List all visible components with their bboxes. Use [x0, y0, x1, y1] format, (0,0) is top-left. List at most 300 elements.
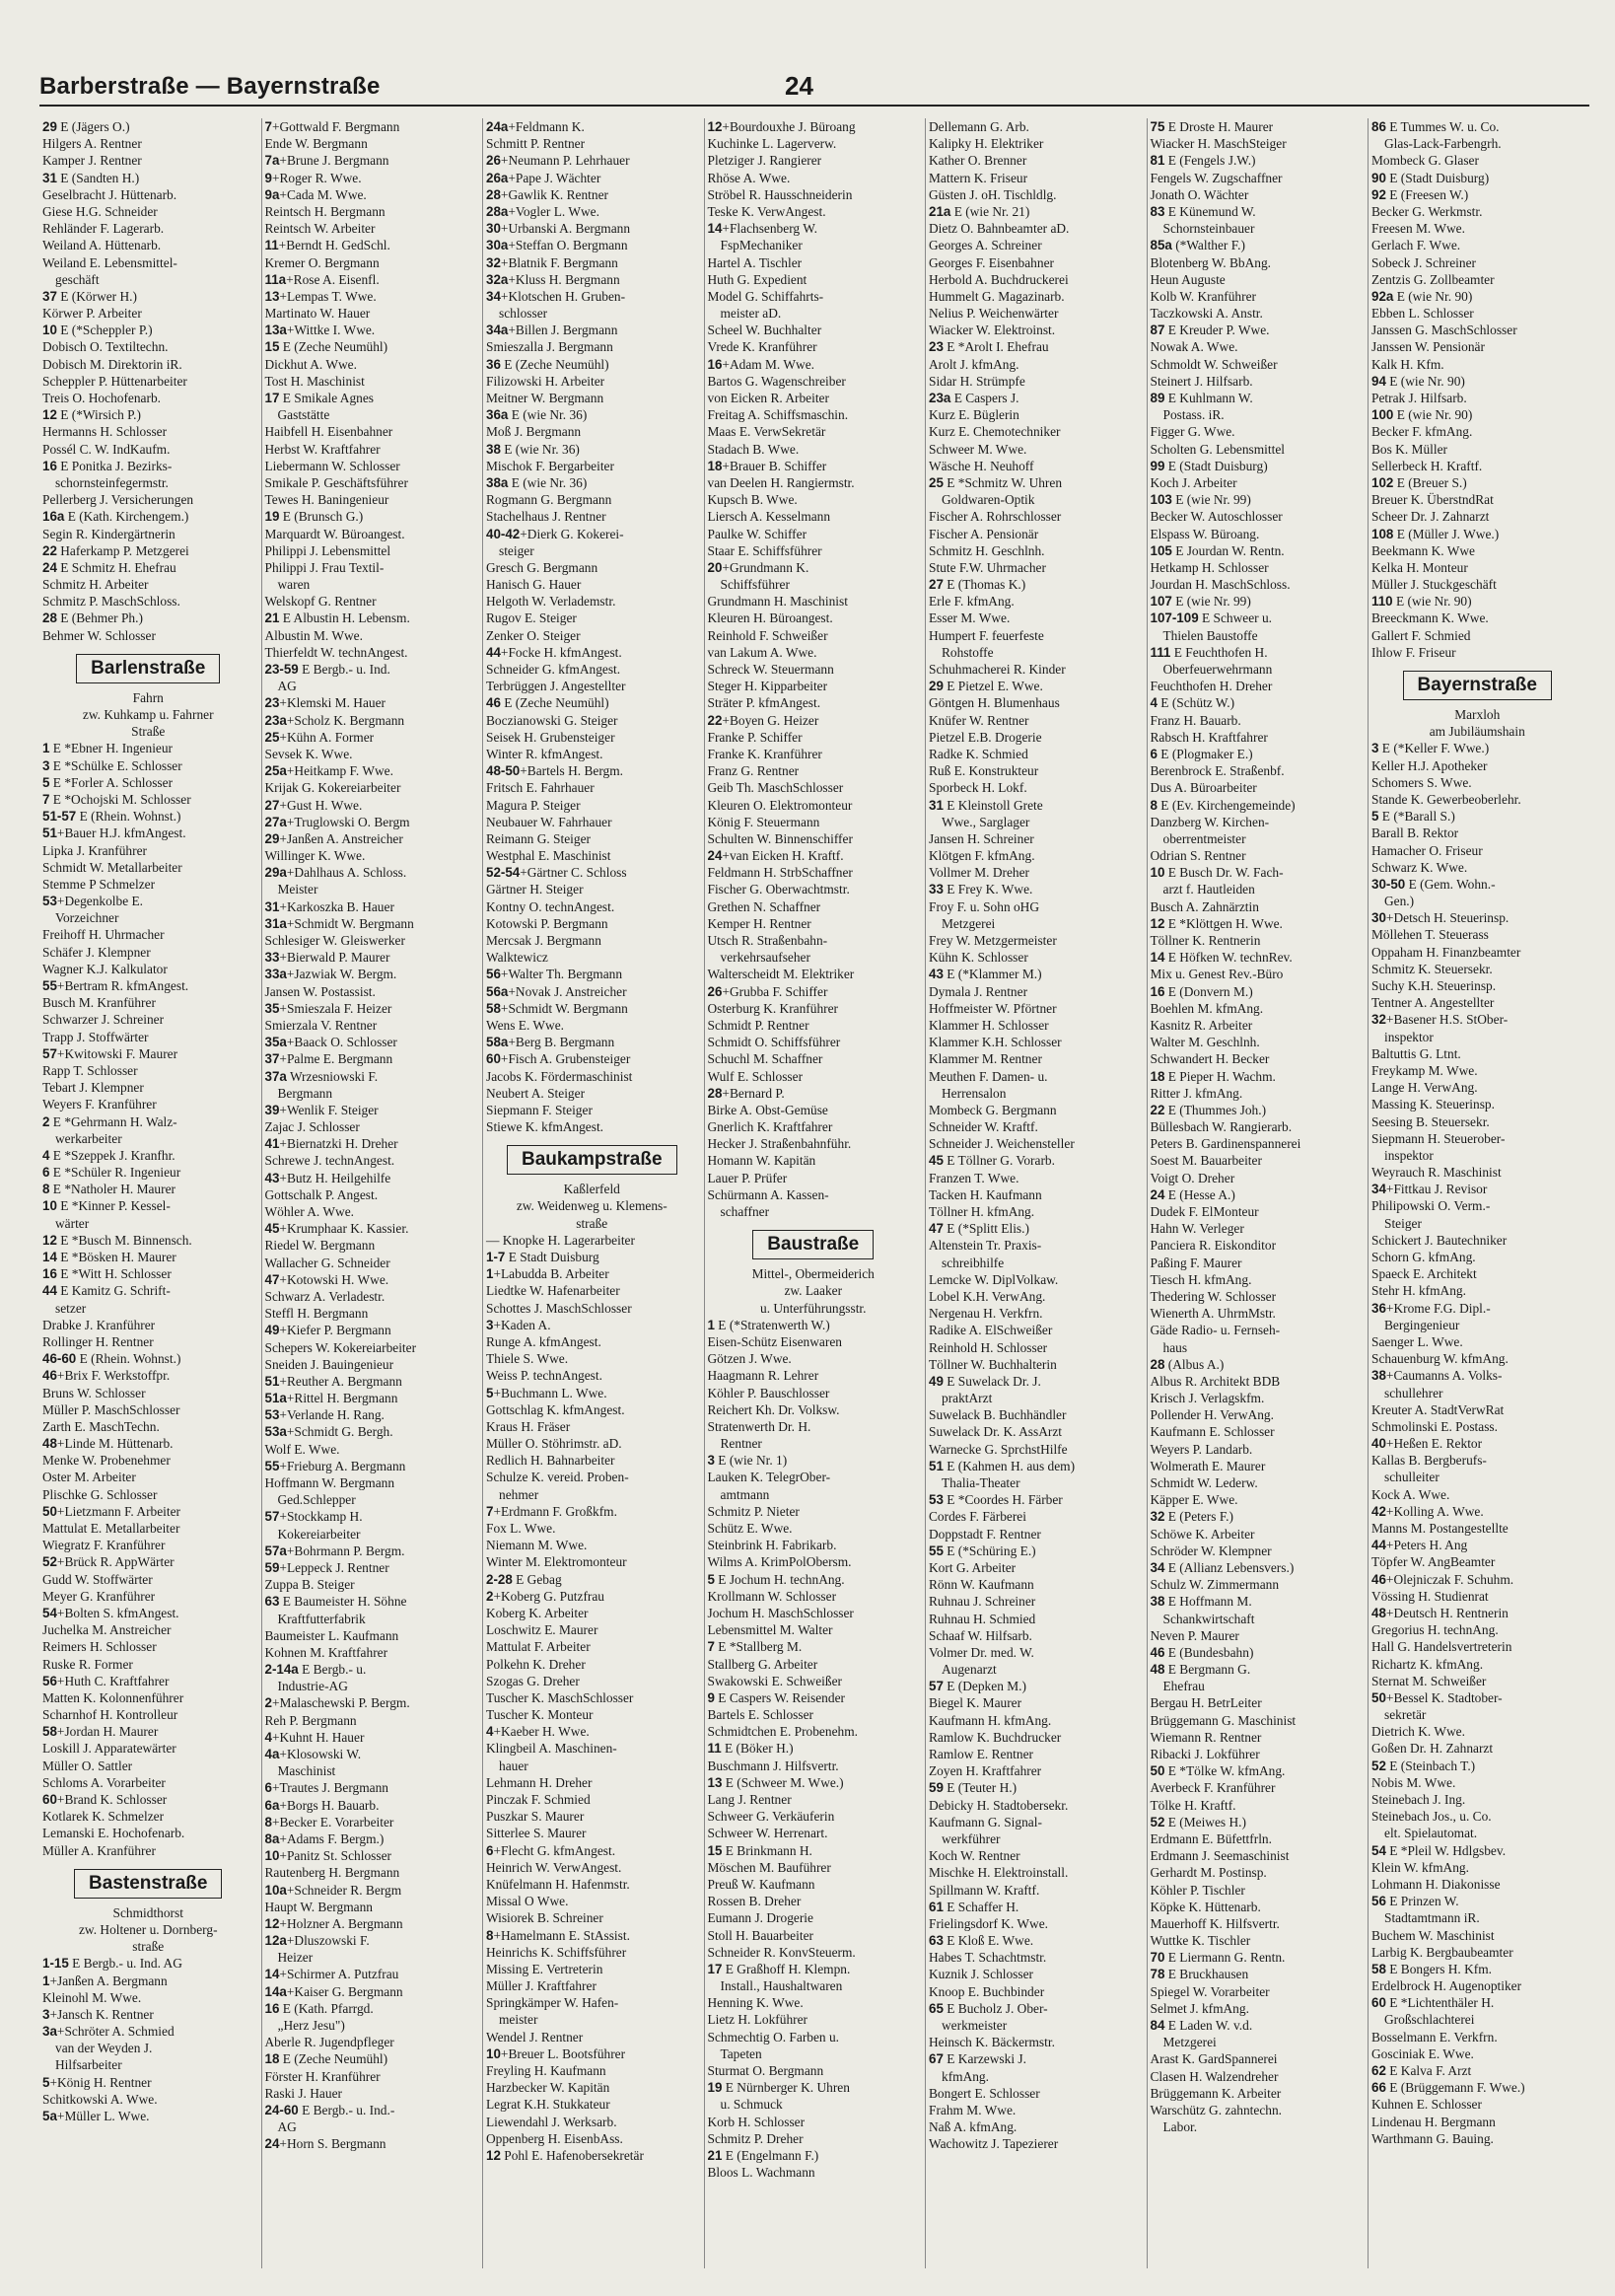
resident-entry: Schöwe K. Arbeiter — [1150, 1526, 1255, 1542]
resident-entry: 108 E (Müller J. Wwe.) — [1371, 526, 1500, 541]
resident-entry: 56a+Novak J. Anstreicher — [486, 983, 627, 999]
house-number: 52-54 — [486, 865, 521, 881]
resident-entry: 37+Palme E. Bergmann — [264, 1051, 393, 1067]
house-number: 48 — [1150, 1662, 1165, 1678]
house-number: 60 — [1371, 1995, 1386, 2011]
resident-entry: Schmitz P. Dreher — [707, 2130, 804, 2146]
resident-entry: Sturmat O. Bergmann — [707, 2063, 824, 2078]
resident-entry: 28a+Vogler L. Wwe. — [486, 203, 599, 219]
resident-entry: 23a E Caspers J. — [929, 391, 1019, 405]
resident-entry: 12a+Dluszowski F. — [264, 1933, 370, 1949]
resident-entry: Schwarzer J. Schreiner — [42, 1012, 165, 1028]
resident-entry: 16 E *Witt H. Schlosser — [42, 1266, 172, 1282]
house-number: 6 — [1150, 746, 1158, 761]
resident-entry: 32a+Kluss H. Bergmann — [486, 271, 620, 287]
resident-entry: König F. Steuermann — [707, 814, 820, 829]
resident-entry: Liedtke W. Hafenarbeiter — [486, 1283, 620, 1299]
entry-continuation: werkmeister — [942, 2018, 1008, 2033]
resident-entry: 7 E *Stallberg M. — [707, 1639, 803, 1655]
resident-entry: Harzbecker W. Kapitän — [486, 2080, 610, 2096]
resident-entry: Müller O. Sattler — [42, 1758, 133, 1773]
resident-entry: Reinhold F. Schweißer — [707, 627, 828, 643]
street-heading — [39, 1869, 257, 1899]
resident-entry: 24+Horn S. Bergmann — [264, 2136, 386, 2152]
resident-entry: Arast K. GardSpannerei — [1150, 2051, 1278, 2067]
resident-entry: 10+Panitz St. Schlosser — [264, 1848, 391, 1864]
house-number: 38 — [1150, 1594, 1165, 1610]
resident-entry: Schmidt P. Rentner — [707, 1017, 809, 1033]
resident-entry: Selmet J. kfmAng. — [1150, 2000, 1249, 2016]
resident-entry: Dudek F. ElMonteur — [1150, 1204, 1259, 1219]
resident-entry: Schreck W. Steuermann — [707, 662, 834, 677]
entry-continuation: Goldwaren-Optik — [942, 492, 1035, 508]
resident-entry: Zuppa B. Steiger — [264, 1577, 355, 1593]
house-number: 3 — [486, 1317, 494, 1332]
resident-entry: 34+Klotschen H. Gruben- — [486, 288, 626, 304]
house-number: 111 — [1150, 644, 1171, 660]
resident-entry: Dymala J. Rentner — [929, 983, 1028, 999]
house-number: 12 — [264, 1915, 280, 1931]
resident-entry: 52 E (Meiwes H.) — [1150, 1814, 1246, 1830]
resident-entry: 52-54+Gärtner C. Schloss — [486, 865, 627, 881]
resident-entry: Becker F. kfmAng. — [1371, 424, 1473, 440]
resident-entry: Smikale P. Geschäftsführer — [264, 474, 408, 490]
resident-entry: Philipowski O. Verm.- — [1371, 1198, 1491, 1214]
resident-entry: Feldmann H. StrbSchaffner — [707, 865, 853, 881]
resident-entry: Schrewe J. technAngest. — [264, 1153, 395, 1169]
resident-entry: Krollmann W. Schlosser — [707, 1588, 837, 1604]
entry-continuation: meister — [499, 2012, 538, 2028]
resident-entry: Hanisch G. Hauer — [486, 577, 582, 593]
resident-entry: Rossen B. Dreher — [707, 1894, 802, 1909]
house-number: 31 — [929, 797, 944, 813]
resident-entry: Figger G. Wwe. — [1150, 424, 1235, 440]
entry-continuation: Bergmann — [277, 1085, 333, 1101]
house-number: 8 — [1150, 797, 1158, 813]
resident-entry: Schmidt W. Metallarbeiter — [42, 859, 182, 875]
house-number: 62 — [1371, 2063, 1386, 2078]
resident-entry: 29a+Dahlhaus A. Schloss. — [264, 865, 407, 881]
entry-continuation: elt. Spielautomat. — [1384, 1826, 1478, 1841]
resident-entry: 17 E Graßhoff H. Klempn. — [707, 1961, 851, 1976]
resident-entry: 22+Boyen G. Heizer — [707, 712, 819, 728]
resident-entry: Walter M. Geschlnh. — [1150, 1035, 1260, 1050]
resident-entry: Kalipky H. Elektriker — [929, 136, 1044, 152]
house-number: 12 — [42, 1232, 57, 1248]
house-number: 89 — [1150, 391, 1165, 405]
resident-entry: Arolt J. kfmAng. — [929, 356, 1019, 372]
resident-entry: Kurz E. Büglerin — [929, 407, 1019, 423]
resident-entry: Kuhnen E. Schlosser — [1371, 2097, 1482, 2113]
resident-entry: Gärtner H. Steiger — [486, 882, 584, 897]
entry-continuation: Labor. — [1162, 2119, 1198, 2135]
resident-entry: Riedel W. Bergmann — [264, 1238, 376, 1254]
resident-entry: 102 E (Breuer S.) — [1371, 474, 1467, 490]
resident-entry: Kasnitz R. Arbeiter — [1150, 1017, 1253, 1033]
entry-continuation: Rohstoffe — [942, 644, 994, 660]
house-number: 57 — [929, 1679, 944, 1694]
house-number: 67 — [929, 2051, 944, 2067]
house-number: 55 — [264, 1458, 280, 1473]
house-number: 52 — [42, 1554, 57, 1570]
resident-entry: 48 E Bergmann G. — [1150, 1662, 1251, 1678]
resident-entry: 12 E *Klöttgen H. Wwe. — [1150, 915, 1283, 931]
house-number: 85a — [1150, 238, 1172, 253]
resident-entry: Reimann G. Steiger — [486, 830, 591, 846]
resident-entry: Keller H.J. Apotheker — [1371, 757, 1488, 773]
house-number: 5 — [707, 1571, 715, 1587]
house-number: 22 — [707, 712, 723, 728]
resident-entry: Sternat M. Schweißer — [1371, 1673, 1487, 1688]
resident-entry: 34+Fittkau J. Revisor — [1371, 1182, 1488, 1197]
house-number: 34 — [1150, 1559, 1165, 1575]
resident-entry: Neubauer W. Fahrhauer — [486, 814, 612, 829]
resident-entry: Kuznik J. Schlosser — [929, 1967, 1034, 1982]
resident-entry: Schmitz H. Geschlnh. — [929, 542, 1045, 558]
resident-entry: Terbrüggen J. Angestellter — [486, 679, 626, 694]
house-number: 50 — [1371, 1689, 1386, 1705]
house-number: 49 — [929, 1373, 944, 1389]
resident-entry: Breeckmann K. Wwe. — [1371, 610, 1489, 626]
entry-continuation: praktArzt — [942, 1391, 993, 1406]
resident-entry: 46+Olejniczak F. Schuhm. — [1371, 1571, 1514, 1587]
house-number: 8 — [42, 1182, 50, 1197]
resident-entry: Vrede K. Kranführer — [707, 339, 817, 355]
resident-entry: Schäfer J. Klempner — [42, 944, 151, 960]
resident-entry: 38 E Hoffmann M. — [1150, 1594, 1252, 1610]
house-number: 7 — [42, 791, 50, 807]
resident-entry: Frahm M. Wwe. — [929, 2102, 1017, 2117]
resident-entry: Schweer W. Herrenart. — [707, 1826, 828, 1841]
resident-entry: Rabsch H. Kraftfahrer — [1150, 729, 1268, 745]
resident-entry: Geselbracht J. Hüttenarb. — [42, 186, 177, 202]
house-number: 52 — [1371, 1758, 1386, 1773]
resident-entry: Schröder W. Klempner — [1150, 1543, 1272, 1558]
resident-entry: 85a (*Walther F.) — [1150, 238, 1245, 253]
house-number: 107 — [1150, 594, 1172, 610]
house-number: 49 — [264, 1323, 280, 1338]
resident-entry: 46-60 E (Rhein. Wohnst.) — [42, 1351, 181, 1367]
resident-entry: 8+Becker E. Vorarbeiter — [264, 1814, 394, 1830]
resident-entry: Helgoth W. Verlademstr. — [486, 594, 616, 610]
house-number: 32 — [1371, 1012, 1386, 1028]
house-number: 23a — [264, 712, 287, 728]
resident-entry: 10 E Busch Dr. W. Fach- — [1150, 865, 1284, 881]
house-number: 94 — [1371, 373, 1386, 389]
resident-entry: 53+Degenkolbe E. — [42, 894, 144, 909]
resident-entry: Töpfer W. AngBeamter — [1371, 1554, 1496, 1570]
resident-entry: Göntgen H. Blumenhaus — [929, 695, 1060, 711]
resident-entry: 58+Jordan H. Maurer — [42, 1724, 159, 1740]
street-heading — [705, 1230, 923, 1259]
resident-entry: Zenker O. Steiger — [486, 627, 581, 643]
house-number: 19 — [707, 2080, 723, 2096]
resident-entry: Segin R. Kindergärtnerin — [42, 526, 176, 541]
resident-entry: Töllner H. kfmAng. — [929, 1204, 1035, 1219]
street-subheading: zw. Laaker — [784, 1283, 843, 1299]
resident-entry: Knoop E. Buchbinder — [929, 1983, 1045, 1999]
resident-entry: Kemper H. Rentner — [707, 915, 811, 931]
resident-entry: Trapp J. Stoffwärter — [42, 1029, 149, 1044]
resident-entry: Busch M. Kranführer — [42, 995, 156, 1011]
resident-entry: 24-60 E Bergb.- u. Ind.- — [264, 2102, 395, 2117]
resident-entry: Klingbeil A. Maschinen- — [486, 1741, 617, 1757]
resident-entry: Wendel J. Rentner — [486, 2029, 584, 2045]
resident-entry: Spaeck E. Architekt — [1371, 1266, 1477, 1282]
resident-entry: Stiewe K. kfmAngest. — [486, 1119, 604, 1135]
resident-entry: Lemcke W. DiplVolkaw. — [929, 1271, 1059, 1287]
resident-entry: Tuscher K. MaschSchlosser — [486, 1689, 634, 1705]
entry-continuation: werkführer — [942, 1830, 1001, 1846]
resident-entry: 4 E *Szeppek J. Kranfhr. — [42, 1147, 176, 1163]
resident-entry: Freihoff H. Uhrmacher — [42, 927, 165, 943]
resident-entry: 30+Detsch H. Steuerinsp. — [1371, 910, 1510, 926]
house-number: 16 — [264, 2000, 280, 2016]
resident-entry: Schitkowski A. Wwe. — [42, 2091, 158, 2107]
resident-entry: Schneider W. Kraftf. — [929, 1119, 1038, 1135]
resident-entry: Gerhardt M. Postinsp. — [1150, 1865, 1267, 1881]
resident-entry: Welskopf G. Rentner — [264, 594, 377, 610]
resident-entry: 50+Bessel K. Stadtober- — [1371, 1689, 1503, 1705]
resident-entry: Homann W. Kapitän — [707, 1153, 816, 1169]
resident-entry: Mischke H. Elektroinstall. — [929, 1865, 1069, 1881]
resident-entry: Kolb W. Kranführer — [1150, 288, 1256, 304]
house-number: 8 — [486, 1927, 494, 1943]
resident-entry: Tentner A. Angestellter — [1371, 995, 1495, 1011]
resident-entry: Schulz W. Zimmermann — [1150, 1577, 1280, 1593]
resident-entry: 59+Leppeck J. Rentner — [264, 1559, 389, 1575]
resident-entry: Eisen-Schütz Eisenwaren — [707, 1333, 842, 1349]
house-number: 70 — [1150, 1950, 1165, 1966]
entry-continuation: AG — [277, 679, 297, 694]
resident-entry: Hummelt G. Magazinarb. — [929, 288, 1065, 304]
house-number: 15 — [264, 339, 280, 355]
house-number: 18 — [264, 2051, 280, 2067]
resident-entry: 110 E (wie Nr. 90) — [1371, 594, 1472, 610]
resident-entry: Lang J. Rentner — [707, 1792, 792, 1807]
resident-entry: Gudd W. Stoffwärter — [42, 1571, 153, 1587]
resident-entry: 55+Frieburg A. Bergmann — [264, 1458, 406, 1473]
resident-entry: Vollmer M. Dreher — [929, 865, 1030, 881]
resident-entry: 12+Bourdouxhe J. Büroang — [707, 119, 856, 134]
resident-entry: 107-109 E Schweer u. — [1150, 610, 1273, 626]
resident-entry: Boczianowski G. Steiger — [486, 712, 618, 728]
resident-entry: Lehmann H. Dreher — [486, 1774, 593, 1790]
resident-entry: Wolmerath E. Maurer — [1150, 1458, 1266, 1473]
resident-entry: Voigt O. Dreher — [1150, 1170, 1235, 1185]
resident-entry: 16 E Ponitka J. Bezirks- — [42, 458, 173, 473]
house-number: 21a — [929, 203, 951, 219]
resident-entry: Odrian S. Rentner — [1150, 848, 1246, 864]
entry-continuation: waren — [277, 577, 311, 593]
resident-entry: 25+Kühn A. Former — [264, 729, 375, 745]
resident-entry: Mattern K. Friseur — [929, 170, 1028, 185]
resident-entry: 8 E *Natholer H. Maurer — [42, 1182, 176, 1197]
resident-entry: 31 E Kleinstoll Grete — [929, 797, 1043, 813]
resident-entry: Kaufmann E. Schlosser — [1150, 1424, 1275, 1440]
resident-entry: 7+Erdmann F. Großkfm. — [486, 1503, 617, 1519]
resident-entry: 54 E *Pleil W. Hdlgsbev. — [1371, 1842, 1507, 1858]
resident-entry: 44 E Kamitz G. Schrift- — [42, 1283, 171, 1299]
resident-entry: Kaufmann G. Signal- — [929, 1814, 1042, 1830]
house-number: 12a — [264, 1933, 287, 1949]
entry-continuation: „Herz Jesu") — [277, 2018, 345, 2033]
resident-entry: 13+Lempas T. Wwe. — [264, 288, 377, 304]
house-number: 18 — [707, 458, 723, 473]
resident-entry: Heinrichs K. Schiffsführer — [486, 1944, 627, 1960]
resident-entry: Schauenburg W. kfmAng. — [1371, 1351, 1509, 1367]
resident-entry: Steinert J. Hilfsarb. — [1150, 373, 1253, 389]
resident-entry: Freykamp M. Wwe. — [1371, 1062, 1478, 1078]
house-number: 40 — [1371, 1436, 1386, 1452]
house-number: 10a — [264, 1882, 287, 1898]
resident-entry: Jansen W. Postassist. — [264, 983, 376, 999]
resident-entry: Dietrich K. Wwe. — [1371, 1724, 1465, 1740]
house-number: 28 — [707, 1085, 723, 1101]
resident-entry: Brüggemann G. Maschinist — [1150, 1712, 1297, 1728]
resident-entry: Knüfer W. Rentner — [929, 712, 1029, 728]
resident-entry: 4 E (Schütz W.) — [1150, 695, 1235, 711]
entry-continuation: Oberfeuerwehrmann — [1162, 662, 1273, 677]
entry-continuation: Wwe., Sarglager — [942, 814, 1030, 829]
resident-entry: Pietzel E.B. Drogerie — [929, 729, 1042, 745]
resident-entry: Hecker J. Straßenbahnführ. — [707, 1136, 852, 1152]
entry-continuation: Meister — [277, 882, 318, 897]
house-number: 90 — [1371, 170, 1386, 185]
resident-entry: Mercsak J. Bergmann — [486, 933, 601, 948]
resident-entry: Stratenwerth Dr. H. — [707, 1418, 811, 1434]
house-number: 22 — [42, 542, 57, 558]
resident-entry: Stehr H. kfmAng. — [1371, 1283, 1466, 1299]
resident-entry: Legrat K.H. Stukkateur — [486, 2097, 610, 2113]
resident-entry: 21 E (Engelmann F.) — [707, 2147, 819, 2163]
resident-entry: 81 E (Fengels J.W.) — [1150, 153, 1256, 169]
house-number: 50 — [1150, 1763, 1165, 1779]
resident-entry: 51+Bauer H.J. kfmAngest. — [42, 825, 186, 841]
resident-entry: Naß A. kfmAng. — [929, 2119, 1018, 2135]
resident-entry: 28+Bernard P. — [707, 1085, 785, 1101]
street-heading — [39, 654, 257, 683]
resident-entry: Müller J. Kraftfahrer — [486, 1978, 597, 1994]
resident-entry: 12 E *Busch M. Binnensch. — [42, 1232, 192, 1248]
street-subheading: zw. Weidenweg u. Klemens- — [516, 1198, 667, 1214]
resident-entry: Lipka J. Kranführer — [42, 842, 147, 858]
house-number: 30-50 — [1371, 876, 1406, 892]
resident-entry: 47 E (*Splitt Elis.) — [929, 1221, 1029, 1237]
resident-entry: 27a+Truglowski O. Bergm — [264, 814, 410, 829]
entry-continuation: AG — [277, 2119, 297, 2135]
directory-column — [261, 118, 480, 2268]
resident-entry: 8 E (Ev. Kirchengemeinde) — [1150, 797, 1296, 813]
resident-entry: Scharnhof H. Kontrolleur — [42, 1707, 178, 1723]
entry-continuation: hauer — [499, 1758, 528, 1773]
resident-entry: Panciera R. Eiskonditor — [1150, 1238, 1277, 1254]
resident-entry: 27+Gust H. Wwe. — [264, 797, 363, 813]
resident-entry: Lobel K.H. VerwAng. — [929, 1288, 1046, 1304]
resident-entry: 87 E Kreuder P. Wwe. — [1150, 323, 1270, 338]
resident-entry: 4a+Klosowski W. — [264, 1747, 362, 1761]
house-number: 19 — [264, 509, 280, 525]
house-number: 2-28 — [486, 1571, 513, 1587]
house-number: 50 — [42, 1503, 57, 1519]
resident-entry: 13a+Wittke I. Wwe. — [264, 323, 376, 338]
house-number: 4 — [264, 1729, 272, 1745]
resident-entry: Erdmann E. Büfettfrln. — [1150, 1830, 1272, 1846]
resident-entry: Boehlen M. kfmAng. — [1150, 1000, 1264, 1016]
resident-entry: 6 E *Schüler R. Ingenieur — [42, 1165, 181, 1181]
entry-continuation: Metzgerei — [942, 915, 996, 931]
resident-entry: Wolf E. Wwe. — [264, 1441, 340, 1457]
resident-entry: Missing E. Vertreterin — [486, 1961, 603, 1976]
resident-entry: Birke A. Obst-Gemüse — [707, 1102, 828, 1117]
resident-entry: Ströbel R. Hausschneiderin — [707, 186, 853, 202]
resident-entry: Kontny O. technAngest. — [486, 898, 615, 914]
resident-entry: Jonath O. Wächter — [1150, 186, 1249, 202]
resident-entry: Mix u. Genest Rev.-Büro — [1150, 967, 1284, 982]
resident-entry: Schorn G. kfmAng. — [1371, 1250, 1476, 1264]
resident-entry: Schmitz P. MaschSchloss. — [42, 594, 180, 610]
house-number: 25 — [264, 729, 280, 745]
resident-entry: Wäsche H. Neuhoff — [929, 458, 1034, 473]
resident-entry: Habes T. Schachtmstr. — [929, 1950, 1047, 1966]
directory-column — [482, 118, 701, 2268]
resident-entry: 29+Janßen A. Anstreicher — [264, 830, 403, 846]
resident-entry: 40-42+Dierk G. Kokerei- — [486, 526, 624, 541]
resident-entry: Zajac J. Schlosser — [264, 1119, 360, 1135]
resident-entry: Schmidt W. Lederw. — [1150, 1475, 1258, 1490]
house-number: 7 — [264, 119, 272, 134]
resident-entry: Baltuttis G. Ltnt. — [1371, 1045, 1461, 1061]
resident-entry: Henning K. Wwe. — [707, 1995, 804, 2011]
resident-entry: 18 E (Zeche Neumühl) — [264, 2051, 388, 2067]
resident-entry: 103 E (wie Nr. 99) — [1150, 492, 1251, 508]
resident-entry: Wiemann R. Rentner — [1150, 1729, 1262, 1745]
resident-entry: 62 E Kalva F. Arzt — [1371, 2063, 1472, 2078]
entry-continuation: Schiffsführer — [720, 577, 790, 593]
resident-entry: 19 E (Brunsch G.) — [264, 509, 364, 525]
resident-entry: Schickert J. Bautechniker — [1371, 1232, 1508, 1248]
street-subheading: Mittel-, Obermeiderich — [751, 1266, 875, 1282]
resident-entry: Staar E. Schiffsführer — [707, 542, 822, 558]
resident-entry: Ruhnau J. Schreiner — [929, 1594, 1036, 1610]
resident-entry: Stoll H. Bauarbeiter — [707, 1927, 813, 1943]
resident-entry: Freitag A. Schiffsmaschin. — [707, 407, 849, 423]
resident-entry: Rehländer F. Lagerarb. — [42, 221, 165, 237]
resident-entry: Geib Th. MaschSchlosser — [707, 780, 844, 796]
resident-entry: 5a+Müller L. Wwe. — [42, 2109, 150, 2123]
house-number: 4 — [42, 1147, 50, 1163]
resident-entry: Plischke G. Schlosser — [42, 1486, 158, 1502]
entry-continuation: amtmann — [720, 1486, 770, 1502]
resident-entry: van Deelen H. Rangiermstr. — [707, 474, 855, 490]
resident-entry: Fischer A. Rohrschlosser — [929, 509, 1062, 525]
resident-entry: 100 E (wie Nr. 90) — [1371, 407, 1473, 423]
resident-entry: Klötgen F. kfmAng. — [929, 848, 1035, 864]
house-number: 3a — [42, 2024, 57, 2040]
directory-column — [39, 118, 257, 2268]
resident-entry: 7+Gottwald F. Bergmann — [264, 119, 400, 134]
resident-entry: 28 E (Behmer Ph.) — [42, 610, 143, 626]
resident-entry: 28 (Albus A.) — [1150, 1356, 1225, 1372]
entry-continuation: Industrie-AG — [277, 1679, 348, 1694]
street-subheading: Straße — [131, 724, 166, 740]
resident-entry: Schweer M. Wwe. — [929, 441, 1027, 457]
resident-entry: 60+Fisch A. Grubensteiger — [486, 1051, 631, 1067]
resident-entry: 53+Verlande H. Rang. — [264, 1407, 385, 1423]
resident-entry: 9+Roger R. Wwe. — [264, 170, 362, 185]
resident-entry: 34a+Billen J. Bergmann — [486, 323, 618, 338]
resident-entry: Kotlarek K. Schmelzer — [42, 1809, 165, 1825]
